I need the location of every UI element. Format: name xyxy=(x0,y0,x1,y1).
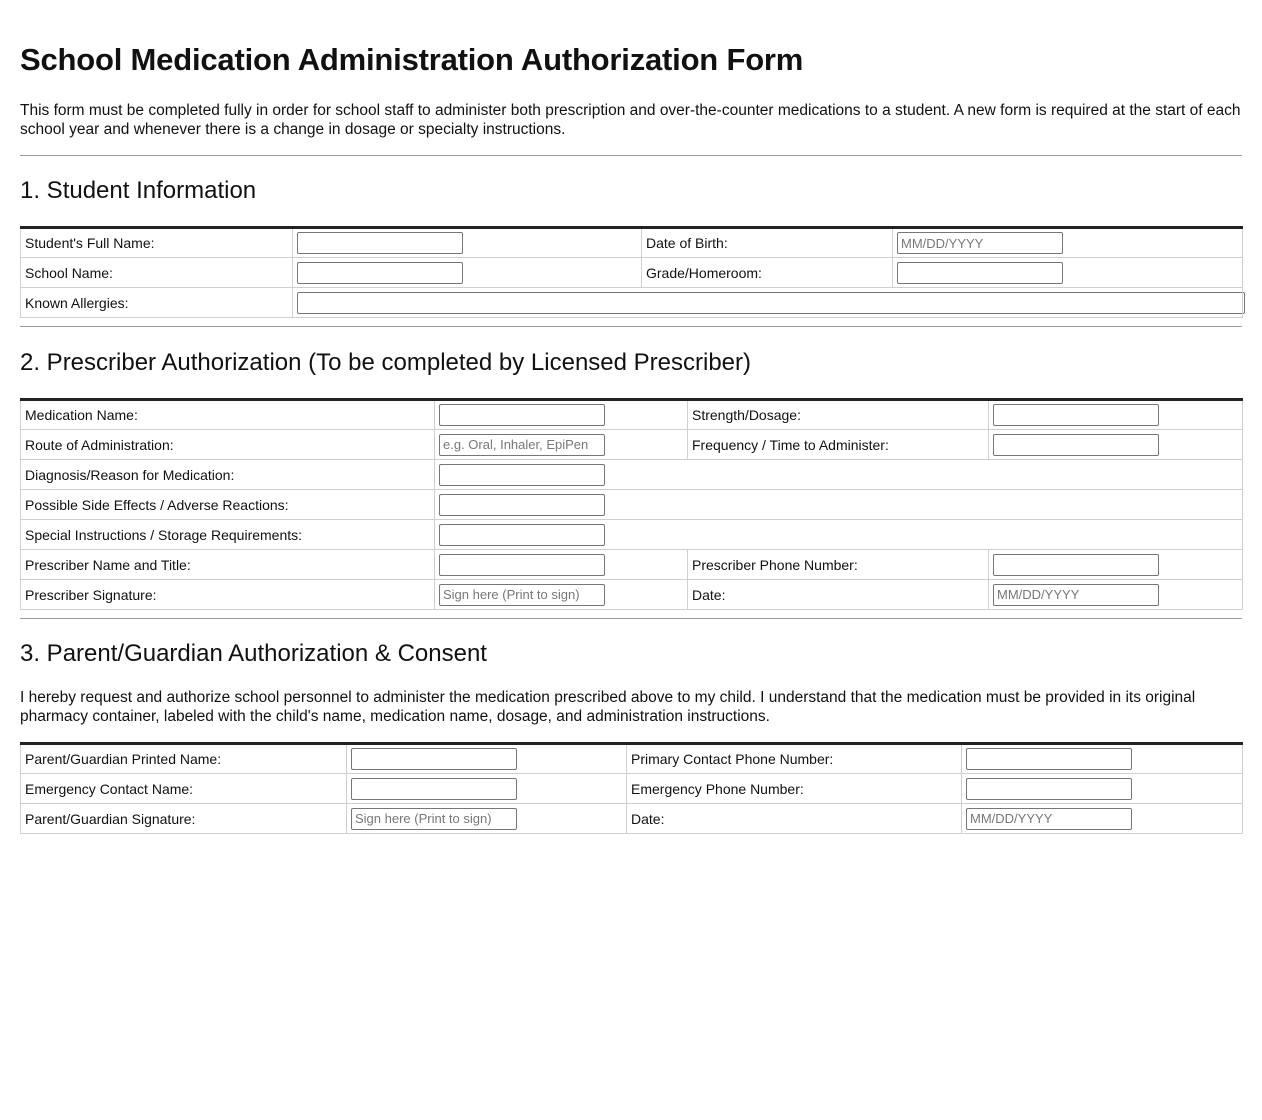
consent-text: I hereby request and authorize school personnel to administer the medication prescribed above to my child. I understand that the medication must be provided in its original pharmacy container, labeled with the child's name, medication name, dosage, and administration instructions. xyxy=(20,689,1196,725)
grade-input[interactable] xyxy=(897,262,1063,284)
diagnosis-input[interactable] xyxy=(439,464,605,486)
table-row xyxy=(21,288,1243,318)
prescriber-table xyxy=(20,398,1243,610)
allergies-label: Known Allergies: xyxy=(21,288,293,318)
guardian-name-label: Parent/Guardian Printed Name: xyxy=(21,744,347,774)
section-heading-guardian: 3. Parent/Guardian Authorization & Consent xyxy=(20,640,487,667)
prescriber-phone-label: Prescriber Phone Number: xyxy=(688,550,989,580)
medication-name-label: Medication Name: xyxy=(21,400,435,430)
guardian-name-input[interactable] xyxy=(351,748,517,770)
table-row xyxy=(21,744,1243,774)
grade-label: Grade/Homeroom: xyxy=(642,258,893,288)
route-input[interactable] xyxy=(439,434,605,456)
prescriber-name-input[interactable] xyxy=(439,554,605,576)
school-name-label: School Name: xyxy=(21,258,293,288)
section-divider xyxy=(20,326,1242,327)
section-divider xyxy=(20,155,1242,156)
side-effects-label: Possible Side Effects / Adverse Reactions: xyxy=(21,490,435,520)
special-instructions-label: Special Instructions / Storage Requirements: xyxy=(21,520,435,550)
prescriber-date-label: Date: xyxy=(688,580,989,610)
page-title: School Medication Administration Authorization Form xyxy=(20,42,804,77)
table-row xyxy=(21,258,1243,288)
table-row xyxy=(21,774,1243,804)
table-row xyxy=(21,228,1243,258)
dob-input[interactable] xyxy=(897,232,1063,254)
table-row xyxy=(21,520,1243,550)
section-heading-student: 1. Student Information xyxy=(20,177,257,204)
special-instructions-input[interactable] xyxy=(439,524,605,546)
emergency-phone-input[interactable] xyxy=(966,778,1132,800)
table-row xyxy=(21,490,1243,520)
emergency-phone-label: Emergency Phone Number: xyxy=(627,774,962,804)
allergies-input[interactable] xyxy=(297,292,1245,314)
table-row xyxy=(21,460,1243,490)
prescriber-name-label: Prescriber Name and Title: xyxy=(21,550,435,580)
table-row xyxy=(21,430,1243,460)
table-row xyxy=(21,400,1243,430)
guardian-date-input[interactable] xyxy=(966,808,1132,830)
dob-label: Date of Birth: xyxy=(642,228,893,258)
section-divider xyxy=(20,618,1242,619)
medication-name-input[interactable] xyxy=(439,404,605,426)
strength-input[interactable] xyxy=(993,404,1159,426)
table-row xyxy=(21,550,1243,580)
student-info-table xyxy=(20,226,1243,318)
student-name-input[interactable] xyxy=(297,232,463,254)
route-label: Route of Administration: xyxy=(21,430,435,460)
guardian-signature-label: Parent/Guardian Signature: xyxy=(21,804,347,834)
prescriber-date-input[interactable] xyxy=(993,584,1159,606)
guardian-table xyxy=(20,742,1243,834)
frequency-input[interactable] xyxy=(993,434,1159,456)
section-heading-prescriber: 2. Prescriber Authorization (To be completed by Licensed Prescriber) xyxy=(20,349,752,376)
strength-label: Strength/Dosage: xyxy=(688,400,989,430)
diagnosis-label: Diagnosis/Reason for Medication: xyxy=(21,460,435,490)
school-name-input[interactable] xyxy=(297,262,463,284)
side-effects-input[interactable] xyxy=(439,494,605,516)
emergency-name-label: Emergency Contact Name: xyxy=(21,774,347,804)
prescriber-phone-input[interactable] xyxy=(993,554,1159,576)
prescriber-signature-input[interactable] xyxy=(439,584,605,606)
table-row xyxy=(21,804,1243,834)
guardian-date-label: Date: xyxy=(627,804,962,834)
frequency-label: Frequency / Time to Administer: xyxy=(688,430,989,460)
table-row xyxy=(21,580,1243,610)
emergency-name-input[interactable] xyxy=(351,778,517,800)
primary-phone-input[interactable] xyxy=(966,748,1132,770)
prescriber-signature-label: Prescriber Signature: xyxy=(21,580,435,610)
form-intro: This form must be completed fully in order for school staff to administer both prescription and over-the-counter medications to a student. A new form is required at the start of each school year and whenever there is a change in dosage or specialty instructions. xyxy=(20,102,1241,138)
primary-phone-label: Primary Contact Phone Number: xyxy=(627,744,962,774)
guardian-signature-input[interactable] xyxy=(351,808,517,830)
student-name-label: Student's Full Name: xyxy=(21,228,293,258)
